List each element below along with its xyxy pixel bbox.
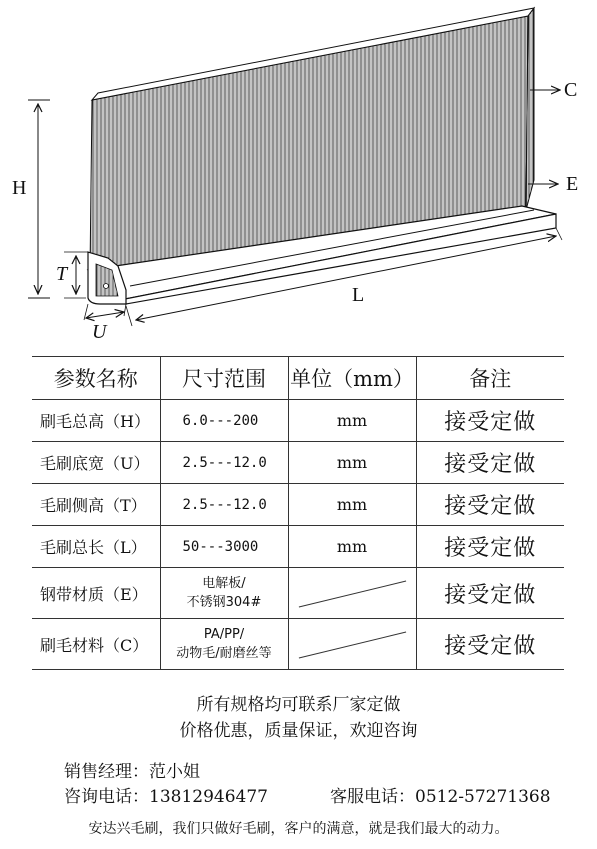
row-range: 6.0---200 bbox=[160, 400, 288, 442]
row-name: 毛刷侧高（T） bbox=[32, 484, 160, 526]
phone-number: 13812946477 bbox=[149, 787, 268, 807]
row-note: 接受定做 bbox=[416, 484, 564, 526]
strip-brush-drawing bbox=[0, 0, 597, 350]
row-note: 接受定做 bbox=[416, 442, 564, 484]
label-u: U bbox=[92, 321, 107, 343]
row-range bbox=[160, 568, 288, 619]
table-row bbox=[32, 400, 564, 442]
row-unit: mm bbox=[288, 442, 416, 484]
service-phone bbox=[330, 782, 551, 807]
strip-brush-diagram bbox=[0, 0, 597, 350]
label-h: H bbox=[12, 177, 27, 199]
row-unit: mm bbox=[288, 484, 416, 526]
service-label: 客服电话： bbox=[330, 787, 415, 807]
label-t: T bbox=[56, 263, 68, 285]
info-line-2: 价格优惠，质量保证，欢迎咨询 bbox=[179, 721, 418, 741]
row-name: 钢带材质（E） bbox=[32, 568, 160, 619]
manager-label: 销售经理： bbox=[64, 762, 149, 782]
row-range bbox=[160, 619, 288, 670]
row-range-line2: 不锈钢304# bbox=[186, 595, 262, 610]
row-range: 2.5---12.0 bbox=[160, 442, 288, 484]
row-range: 50---3000 bbox=[160, 526, 288, 568]
header-size-range: 尺寸范围 bbox=[160, 357, 288, 400]
label-l: L bbox=[352, 284, 365, 306]
row-unit-empty bbox=[288, 568, 416, 619]
row-note: 接受定做 bbox=[416, 619, 564, 670]
table-row bbox=[32, 442, 564, 484]
row-note: 接受定做 bbox=[416, 526, 564, 568]
row-range-line2: 动物毛/耐磨丝等 bbox=[176, 646, 272, 661]
table-row bbox=[32, 568, 564, 619]
row-name: 毛刷总长（L） bbox=[32, 526, 160, 568]
row-unit-empty bbox=[288, 619, 416, 670]
sales-manager bbox=[64, 757, 200, 782]
row-unit: mm bbox=[288, 400, 416, 442]
row-range-line1: 电解板/ bbox=[202, 576, 246, 591]
row-name: 毛刷底宽（U） bbox=[32, 442, 160, 484]
header-param-name: 参数名称 bbox=[32, 357, 160, 400]
consult-phone bbox=[64, 782, 268, 807]
row-name: 刷毛总高（H） bbox=[32, 400, 160, 442]
phone-label: 咨询电话： bbox=[64, 787, 149, 807]
footer-slogan: 安达兴毛刷，我们只做好毛刷，客户的满意，就是我们最大的动力。 bbox=[88, 821, 509, 837]
row-note: 接受定做 bbox=[416, 568, 564, 619]
empty-slash bbox=[289, 573, 416, 613]
label-c: C bbox=[564, 79, 578, 101]
service-number: 0512-57271368 bbox=[415, 787, 551, 807]
row-range-line1: PA/PP/ bbox=[203, 627, 245, 642]
table-row bbox=[32, 619, 564, 670]
header-unit: 单位（mm） bbox=[288, 357, 416, 400]
info-line-1: 所有规格均可联系厂家定做 bbox=[196, 695, 401, 715]
row-range: 2.5---12.0 bbox=[160, 484, 288, 526]
row-name: 刷毛材料（C） bbox=[32, 619, 160, 670]
table-row bbox=[32, 526, 564, 568]
table-header-row bbox=[32, 357, 564, 400]
row-unit: mm bbox=[288, 526, 416, 568]
table-row bbox=[32, 484, 564, 526]
header-note: 备注 bbox=[416, 357, 564, 400]
label-e: E bbox=[566, 173, 579, 195]
empty-slash bbox=[289, 624, 416, 664]
spec-table bbox=[32, 356, 564, 670]
manager-name: 范小姐 bbox=[149, 762, 200, 782]
row-note: 接受定做 bbox=[416, 400, 564, 442]
